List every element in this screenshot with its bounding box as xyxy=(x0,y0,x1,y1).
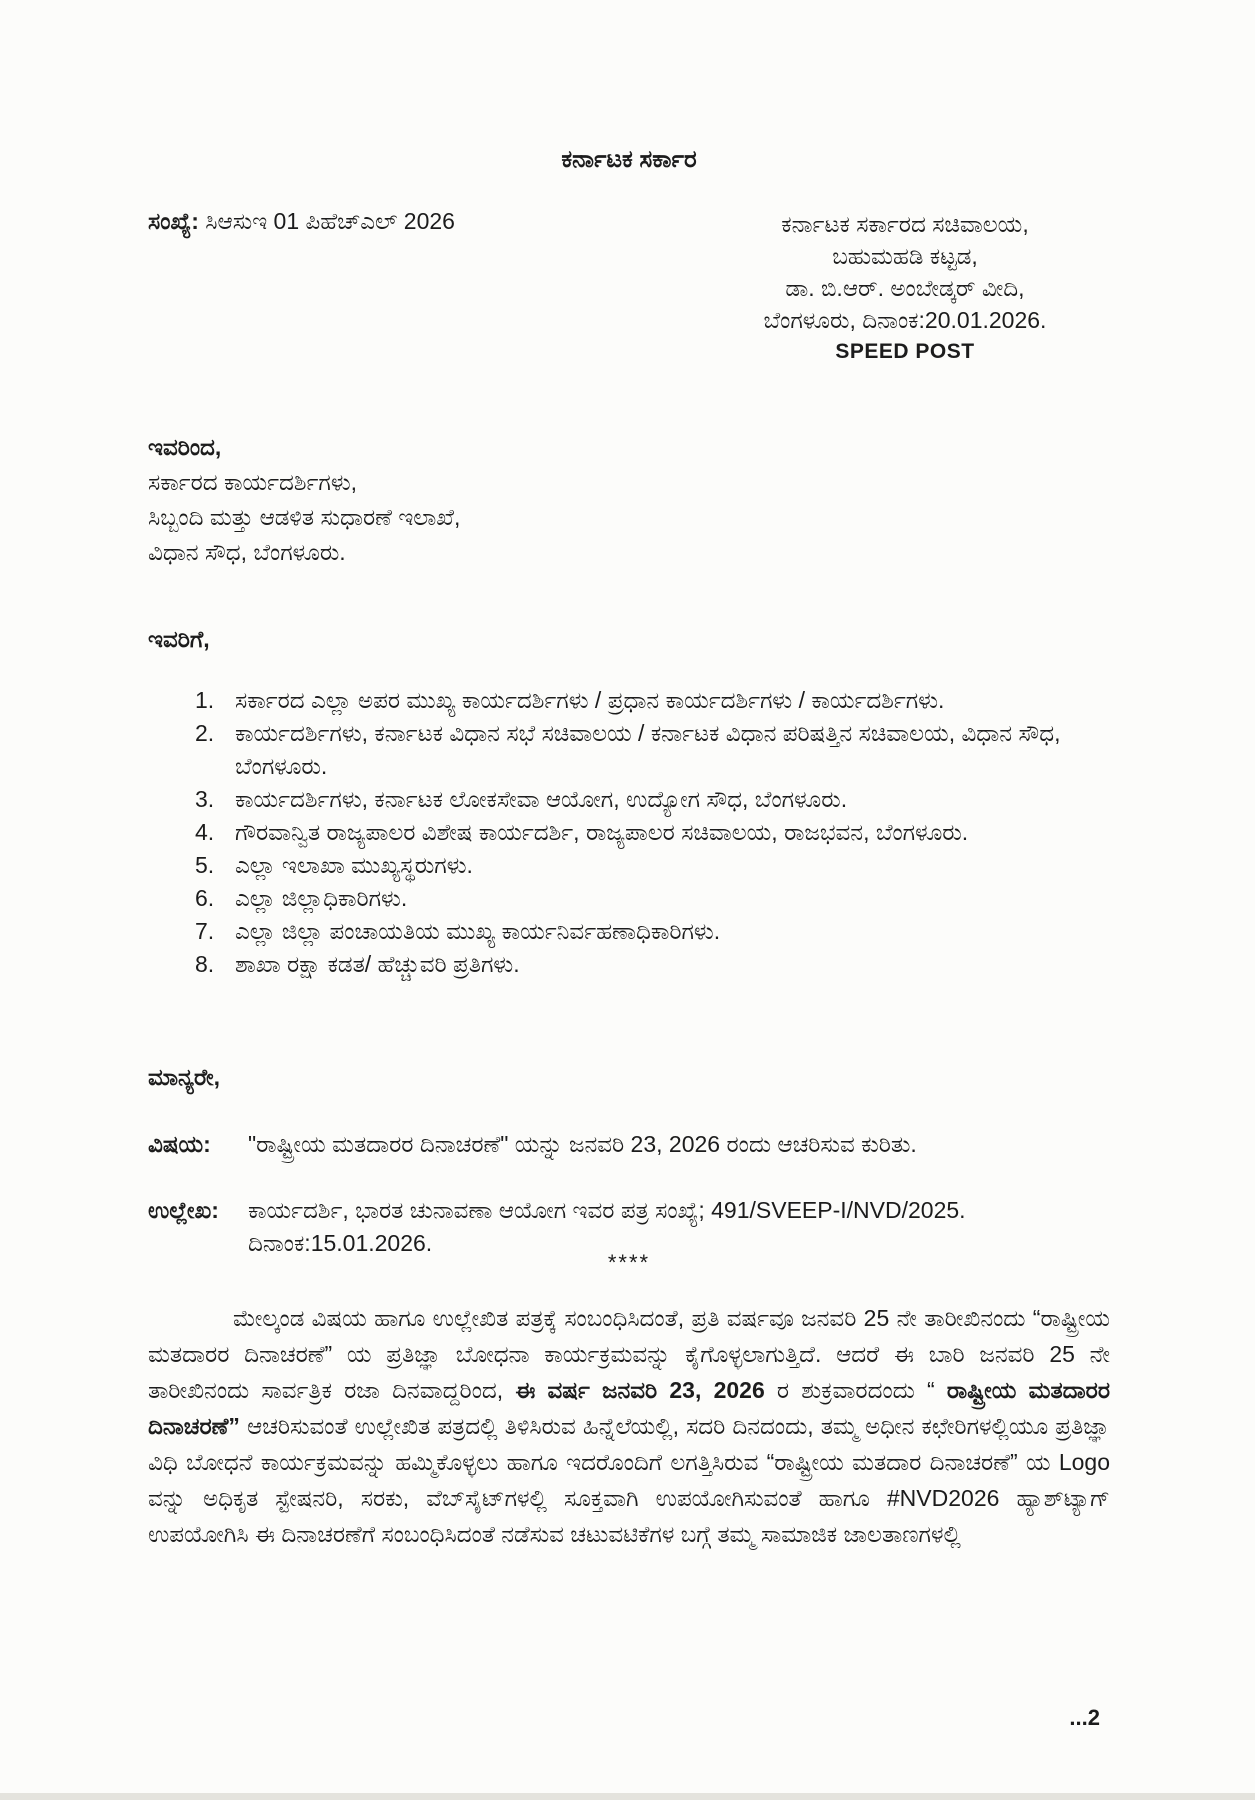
recipient-item xyxy=(148,849,1110,882)
recipient-text: ಎಲ್ಲಾ ಜಿಲ್ಲಾಧಿಕಾರಿಗಳು. xyxy=(235,885,408,911)
sender-address-block xyxy=(690,208,1120,368)
recipient-item xyxy=(148,948,1110,981)
recipient-number: 7. xyxy=(195,918,215,944)
body-segment: ಮೇಲ್ಕಂಡ ವಿಷಯ ಹಾಗೂ ಉಲ್ಲೇಖಿತ ಪತ್ರಕ್ಕೆ ಸಂಬಂಧಿಸಿದಂತೆ, ಪ್ರತಿ ವರ್ಷವೂ ಜನವರಿ 25 ನೇ ತಾರೀಖಿನಂದು “ರಾಷ್ಟ್ರೀಯ ಮತದಾರರ ದಿನಾಚರಣೆ” ಯ ಪ್ರತಿಜ್ಞಾ ಬೋಧನಾ ಕಾರ್ಯಕ್ರಮವನ್ನು ಕೈಗೊಳ್ಳಲಾಗುತ್ತಿದೆ. ಆದರೆ ಈ ಬಾರಿ ಜನವರಿ 25 ನೇ ತಾರೀಖಿನಂದು ಸಾರ್ವತ್ರಿಕ ರಜಾ ದಿನವಾದ್ದರಿಂದ, xyxy=(148,1305,1110,1403)
recipient-number: 8. xyxy=(195,951,215,977)
recipient-text: ಗೌರವಾನ್ವಿತ ರಾಜ್ಯಪಾಲರ ವಿಶೇಷ ಕಾರ್ಯದರ್ಶಿ, ರಾಜ್ಯಪಾಲರ ಸಚಿವಾಲಯ, ರಾಜಭವನ, ಬೆಂಗಳೂರು. xyxy=(235,819,969,845)
recipient-number: 1. xyxy=(195,687,215,713)
recipient-text: ಶಾಖಾ ರಕ್ಷಾ ಕಡತ/ ಹೆಚ್ಚುವರಿ ಪ್ರತಿಗಳು. xyxy=(235,951,520,977)
reference-label: ಉಲ್ಲೇಖ: xyxy=(148,1197,219,1223)
separator-stars: **** xyxy=(607,1250,651,1275)
body-segment: ಆಚರಿಸುವಂತೆ ಉಲ್ಲೇಖಿತ ಪತ್ರದಲ್ಲಿ ತಿಳಿಸಿರುವ ಹಿನ್ನೆಲೆಯಲ್ಲಿ, ಸದರಿ ದಿನದಂದು, ತಮ್ಮ ಅಧೀನ ಕಛೇರಿಗಳಲ್ಲಿಯೂ ಪ್ರತಿಜ್ಞಾ ವಿಧಿ ಬೋಧನೆ ಕಾರ್ಯಕ್ರಮವನ್ನು ಹಮ್ಮಿಕೊಳ್ಳಲು ಹಾಗೂ ಇದರೊಂದಿಗೆ ಲಗತ್ತಿಸಿರುವ “ರಾಷ್ಟ್ರೀಯ ಮತದಾರ ದಿನಾಚರಣೆ” ಯ Logo ವನ್ನು ಅಧಿಕೃತ ಸ್ಟೇಷನರಿ, ಸರಕು, ವೆಬ್‌ಸೈಟ್‌ಗಳಲ್ಲಿ ಸೂಕ್ತವಾಗಿ ಉಪಯೋಗಿಸುವಂತೆ ಹಾಗೂ #NVD2026 ಹ್ಯಾಶ್‌ಟ್ಯಾಗ್ ಉಪಯೋಗಿಸಿ ಈ ದಿನಾಚರಣೆಗೆ ಸಂಬಂಧಿಸಿದಂತೆ ನಡೆಸುವ ಚಟುವಟಿಕೆಗಳ ಬಗ್ಗೆ ತಮ್ಮ ಸಾಮಾಜಿಕ ಜಾಲತಾಣಗಳಲ್ಲಿ xyxy=(148,1413,1110,1547)
recipient-number: 6. xyxy=(195,885,215,911)
recipient-item xyxy=(148,882,1110,915)
recipient-item xyxy=(148,915,1110,948)
recipient-text: ಕಾರ್ಯದರ್ಶಿಗಳು, ಕರ್ನಾಟಕ ಲೋಕಸೇವಾ ಆಯೋಗ, ಉದ್ಯೋಗ ಸೌಧ, ಬೆಂಗಳೂರು. xyxy=(235,786,848,812)
recipient-list xyxy=(148,684,1110,981)
reference-number-value: ಸಿಆಸುಇ 01 ಪಿಹೆಚ್‌ಎಲ್ 2026 xyxy=(205,208,455,234)
body-segment: ರ ಶುಕ್ರವಾರದಂದು “ xyxy=(764,1377,947,1403)
recipient-text: ಸರ್ಕಾರದ ಎಲ್ಲಾ ಅಪರ ಮುಖ್ಯ ಕಾರ್ಯದರ್ಶಿಗಳು / ಪ್ರಧಾನ ಕಾರ್ಯದರ್ಶಿಗಳು / ಕಾರ್ಯದರ್ಶಿಗಳು. xyxy=(235,687,945,713)
salutation: ಮಾನ್ಯರೇ, xyxy=(148,1064,221,1090)
address-line: ಕರ್ನಾಟಕ ಸರ್ಕಾರದ ಸಚಿವಾಲಯ, xyxy=(781,211,1029,237)
reference-number-label: ಸಂಖ್ಯೆ: xyxy=(148,208,199,234)
from-label: ಇವರಿಂದ, xyxy=(148,434,222,460)
from-lines xyxy=(148,465,460,570)
from-line: ಸರ್ಕಾರದ ಕಾರ್ಯದರ್ಶಿಗಳು, xyxy=(148,469,358,495)
subject-row xyxy=(148,1128,1110,1161)
subject-text: "ರಾಷ್ಟ್ರೀಯ ಮತದಾರರ ದಿನಾಚರಣೆ" ಯನ್ನು ಜನವರಿ 23, 2026 ರಂದು ಆಚರಿಸುವ ಕುರಿತು. xyxy=(248,1131,917,1157)
recipient-number: 4. xyxy=(195,819,215,845)
document-title: ಕರ್ನಾಟಕ ಸರ್ಕಾರ xyxy=(561,146,697,173)
body-segment: ರಾಷ್ಟ್ರೀಯ ಮತದಾರರ ದಿನಾಚರಣೆ” xyxy=(148,1377,1110,1439)
dispatch-mode-label: SPEED POST xyxy=(835,340,975,363)
recipient-text: ಕಾರ್ಯದರ್ಶಿಗಳು, ಕರ್ನಾಟಕ ವಿಧಾನ ಸಭೆ ಸಚಿವಾಲಯ / ಕರ್ನಾಟಕ ವಿಧಾನ ಪರಿಷತ್ತಿನ ಸಚಿವಾಲಯ, ವಿಧಾನ ಸೌಧ, ಬೆಂಗಳೂರು. xyxy=(235,720,1061,779)
address-line: ಬೆಂಗಳೂರು, ದಿನಾಂಕ:20.01.2026. xyxy=(763,307,1047,333)
body-paragraph xyxy=(148,1300,1110,1552)
reference-text: ಕಾರ್ಯದರ್ಶಿ, ಭಾರತ ಚುನಾವಣಾ ಆಯೋಗ ಇವರ ಪತ್ರ ಸಂಖ್ಯೆ; 491/SVEEP-I/NVD/2025. ದಿನಾಂಕ:15.01.2026. xyxy=(248,1197,966,1256)
address-line: ಬಹುಮಹಡಿ ಕಟ್ಟಡ, xyxy=(832,243,978,269)
recipient-item xyxy=(148,717,1110,783)
recipient-item xyxy=(148,684,1110,717)
subject-label: ವಿಷಯ: xyxy=(148,1131,211,1157)
recipient-item xyxy=(148,783,1110,816)
recipient-text: ಎಲ್ಲಾ ಜಿಲ್ಲಾ ಪಂಚಾಯತಿಯ ಮುಖ್ಯ ಕಾರ್ಯನಿರ್ವಹಣಾಧಿಕಾರಿಗಳು. xyxy=(235,918,721,944)
page-number: ...2 xyxy=(1069,1705,1100,1730)
recipient-text: ಎಲ್ಲಾ ಇಲಾಖಾ ಮುಖ್ಯಸ್ಥರುಗಳು. xyxy=(235,852,473,878)
recipient-number: 5. xyxy=(195,852,215,878)
sender-address-lines xyxy=(690,208,1120,336)
from-line: ಸಿಬ್ಬಂದಿ ಮತ್ತು ಆಡಳಿತ ಸುಧಾರಣೆ ಇಲಾಖೆ, xyxy=(148,504,461,530)
from-block xyxy=(148,430,460,570)
recipient-number: 2. xyxy=(195,720,215,746)
recipient-number: 3. xyxy=(195,786,215,812)
body-segment: ಈ ವರ್ಷ ಜನವರಿ 23, 2026 xyxy=(515,1377,765,1403)
scan-bottom-edge xyxy=(0,1793,1255,1800)
recipient-item xyxy=(148,816,1110,849)
to-label: ಇವರಿಗೆ, xyxy=(148,626,210,652)
from-line: ವಿಧಾನ ಸೌಧ, ಬೆಂಗಳೂರು. xyxy=(148,539,346,565)
document-content xyxy=(148,0,1110,1800)
address-line: ಡಾ. ಬಿ.ಆರ್. ಅಂಬೇಡ್ಕರ್ ವೀದಿ, xyxy=(785,275,1025,301)
reference-number xyxy=(148,208,455,235)
